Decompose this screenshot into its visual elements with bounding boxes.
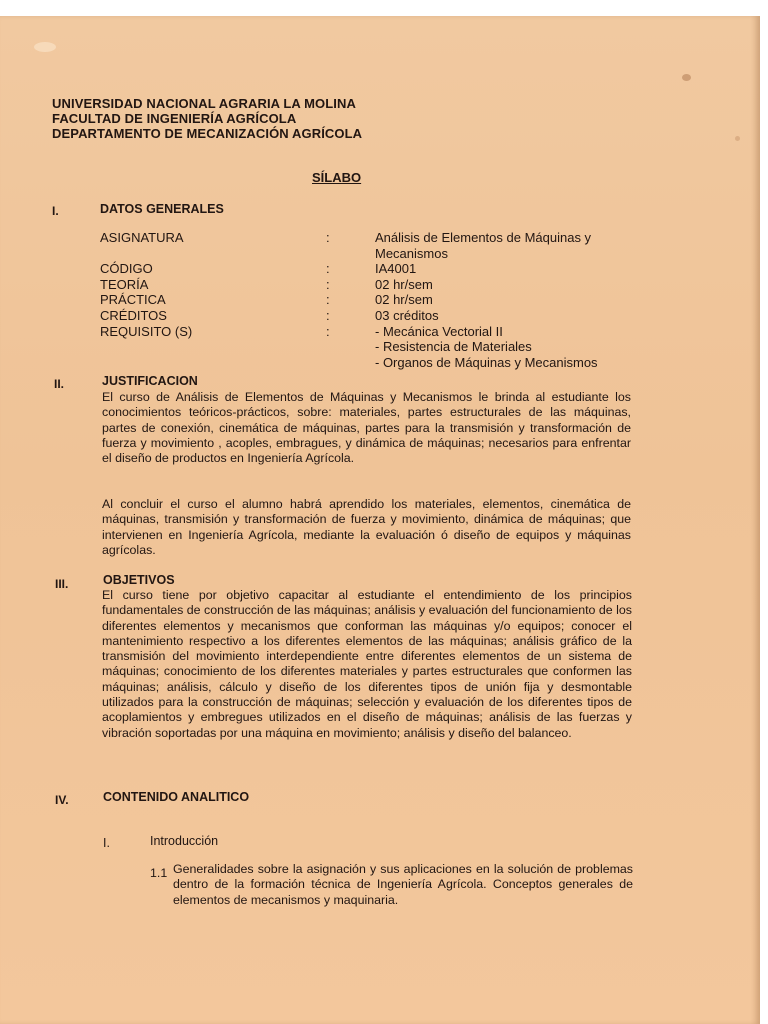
separator-colon: : bbox=[326, 276, 330, 292]
department-name: DEPARTAMENTO DE MECANIZACIÓN AGRÍCOLA bbox=[52, 126, 363, 141]
general-data-value: Análisis de Elementos de Máquinas y bbox=[375, 230, 592, 245]
item-text: Generalidades sobre la asignación y sus aplicaciones en la solución de problemas dentro de la formación técnica de Ingeniería Agrícola. Conceptos generales de elementos de mecanismos y maquinaria. bbox=[173, 862, 633, 907]
separator-colon: : bbox=[326, 292, 330, 308]
justification-paragraph: El curso de Análisis de Elementos de Máquinas y Mecanismos le brinda al estudiante los conocimientos teóricos-prácticos, sobre: materiales, partes estructurales de las máquinas, partes de conexión, cinemática de máquinas, partes para la transmisión y transformación de fuerza y movimiento , acoples, embragues, y dinámica de máquinas; necesarios para enfrentar el diseño de productos en Ingeniería Agrícola. bbox=[102, 390, 631, 466]
document-title: SÍLABO bbox=[312, 170, 362, 185]
general-data-values bbox=[375, 230, 598, 370]
general-data-label bbox=[100, 246, 192, 262]
separator-colon: : bbox=[326, 261, 330, 277]
general-data-value: IA4001 bbox=[375, 261, 417, 277]
unit-number: I. bbox=[103, 836, 110, 850]
general-data-label: ASIGNATURA bbox=[100, 230, 184, 245]
separator-colon: : bbox=[326, 230, 330, 245]
paper-sheet bbox=[0, 16, 760, 1024]
general-data-label: PRÁCTICA bbox=[100, 292, 166, 308]
separator-colon: : bbox=[326, 323, 330, 339]
separator-colon: : bbox=[326, 307, 330, 323]
document-body bbox=[0, 16, 760, 1024]
general-data-label: REQUISITO (S) bbox=[100, 323, 193, 339]
section-number-3: III. bbox=[55, 577, 69, 591]
general-data-value: - Resistencia de Materiales bbox=[375, 339, 532, 355]
general-data-value: 02 hr/sem bbox=[375, 292, 433, 308]
faculty-name: FACULTAD DE INGENIERÍA AGRÍCOLA bbox=[52, 111, 297, 126]
general-data-value: - Organos de Máquinas y Mecanismos bbox=[375, 354, 598, 370]
unit-title: Introducción bbox=[150, 834, 219, 848]
section-number-4: IV. bbox=[55, 793, 69, 807]
general-data-value: 03 créditos bbox=[375, 307, 439, 323]
general-data-label: CÓDIGO bbox=[100, 261, 153, 277]
institution-header bbox=[52, 96, 362, 141]
general-data-value: 02 hr/sem bbox=[375, 276, 433, 292]
general-data-labels bbox=[100, 230, 192, 339]
general-data-label: CRÉDITOS bbox=[100, 307, 167, 323]
objectives-paragraph: El curso tiene por objetivo capacitar al estudiante el entendimiento de los principios fundamentales de construcción de las máquinas; análisis y evaluación del funcionamiento de los diferentes elementos y mecanismos que conforman las máquinas y/o equipos; conocer el mantenimiento respectivo a los diferentes elementos de las máquinas; análisis gráfico de la transmisión del movimiento interdependiente entre diferentes elementos de un sistema de máquinas; conocimiento de los diferentes materiales y partes estructurales que conformen las máquinas; análisis, cálculo y diseño de los diferentes tipos de unión fija y desmontable utilizados para la construcción de máquinas; selección y evaluación de los diferentes tipos de acoplamientos y embregues utilizados en el diseño de máquinas; análisis de las fuerzas y vibración soportadas por una máquina en movimiento; análisis y diseño del balanceo. bbox=[102, 588, 632, 740]
section-title-objetivos: OBJETIVOS bbox=[103, 573, 175, 587]
university-name: UNIVERSIDAD NACIONAL AGRARIA LA MOLINA bbox=[52, 96, 356, 111]
section-title-justificacion: JUSTIFICACION bbox=[102, 374, 198, 388]
section-number-2: II. bbox=[54, 377, 65, 391]
general-data-value: - Mecánica Vectorial II bbox=[375, 323, 503, 339]
item-number: 1.1 bbox=[150, 866, 168, 880]
justification-paragraph: Al concluir el curso el alumno habrá aprendido los materiales, elementos, cinemática de máquinas, transmisión y transformación de fuerza y movimiento, dinámica de máquinas; que intervienen en Ingeniería Agrícola, mediante la evaluación ó diseño de equipos y máquinas agrícolas. bbox=[102, 497, 631, 557]
section-title-contenido: CONTENIDO ANALITICO bbox=[103, 790, 250, 804]
section-title-datos-generales: DATOS GENERALES bbox=[100, 202, 224, 216]
general-data-separators bbox=[326, 230, 330, 339]
general-data-label: TEORÍA bbox=[100, 276, 149, 292]
section-number-1: I. bbox=[52, 204, 59, 218]
general-data-value: Mecanismos bbox=[375, 245, 448, 261]
